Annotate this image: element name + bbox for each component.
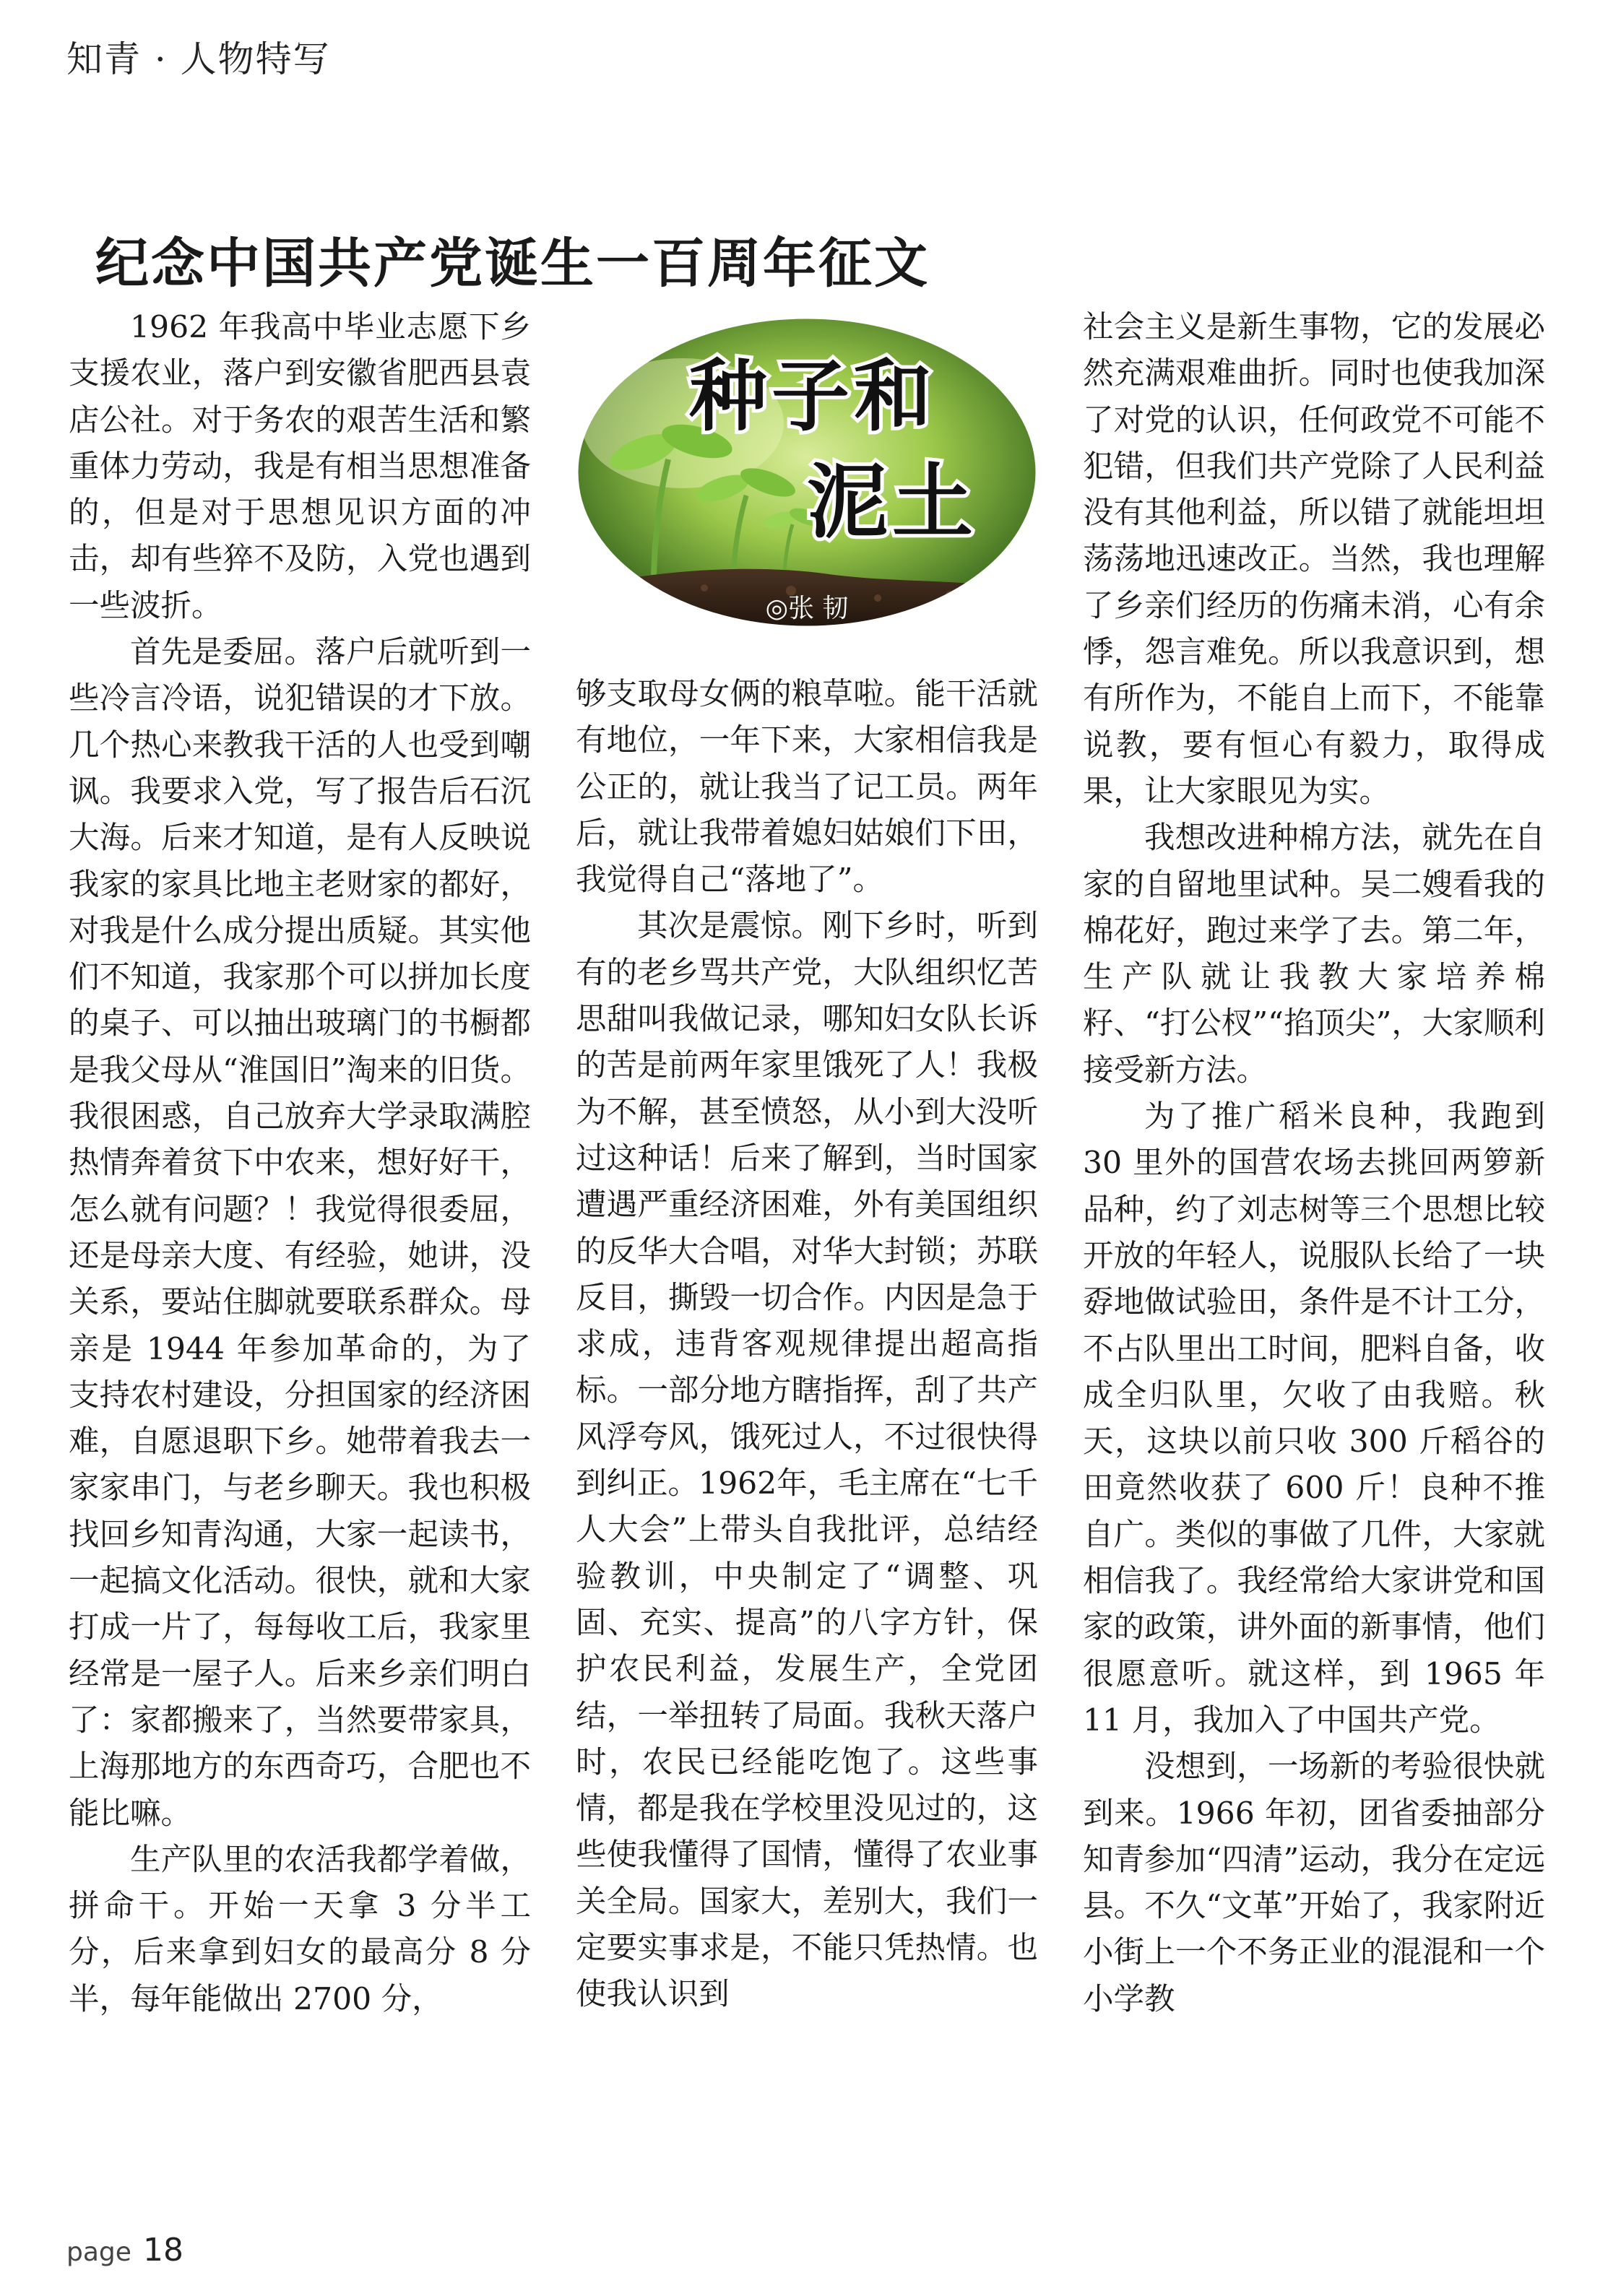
paragraph: 1962 年我高中毕业志愿下乡支援农业，落户到安徽省肥西县袁店公社。对于务农的艰苦生活和繁重体力劳动，我是有相当思想准备的，但是对于思想见识方面的冲击，却有些猝不及防，入党也遇到一些波折。 [69, 310, 531, 624]
page-label: page [66, 2237, 131, 2267]
article-title: 纪念中国共产党诞生一百周年征文 [95, 233, 930, 295]
page-number: 18 [143, 2232, 183, 2269]
paragraph: 没想到，一场新的考验很快就到来。1966 年初，团省委抽部分知青参加“四清”运动，我分在定远县。不久“文革”开始了，我家附近小街上一个不务正业的混混和一个小学教 [1083, 1749, 1545, 2017]
paragraph: 社会主义是新生事物，它的发展必然充满艰难曲折。同时也使我加深了对党的认识，任何政党不可能不犯错，但我们共产党除了人民利益没有其他利益，所以错了就能坦坦荡荡地迅速改正。当然，我也理解了乡亲们经历的伤痛未消，心有余悸，怨言难免。所以我意识到，想有所作为，不能自上而下，不能靠说教，要有恒心有毅力，取得成果，让大家眼见为实。 [1083, 310, 1545, 810]
article-column-2 [576, 672, 1038, 2019]
paragraph: 为了推广稻米良种，我跑到 30 里外的国营农场去挑回两箩新品种，约了刘志树等三个思想比较开放的年轻人，说服队长给了一块孬地做试验田，条件是不计工分，不占队里出工时间，肥料自备，收成全归队里，欠收了由我赔。秋天，这块以前只收 300 斤稻谷的田竟然收获了 600 斤！良种不推自广。类似的事做了几件，大家就相信我了。我经常给大家讲党和国家的政策，讲外面的新事情，他们很愿意听。就这样，到 1965 年 11 月，我加入了中国共产党。 [1083, 1099, 1545, 1738]
illustration-heading-line2: 泥土 [807, 455, 977, 550]
paragraph: 生产队里的农活我都学着做，拼命干。开始一天拿 3 分半工分，后来拿到妇女的最高分 8 分半，每年能做出 2700 分， [69, 1842, 531, 2017]
article-column-1 [69, 305, 531, 2023]
author-byline: ◎张 韧 [765, 594, 849, 623]
section-header: 知青 · 人物特写 [66, 38, 331, 80]
paragraph: 够支取母女俩的粮草啦。能干活就有地位，一年下来，大家相信我是公正的，就让我当了记工员。两年后，就让我带着媳妇姑娘们下田，我觉得自己“落地了”。 [576, 677, 1038, 898]
paragraph: 首先是委屈。落户后就听到一些冷言冷语，说犯错误的才下放。几个热心来教我干活的人也受到嘲讽。我要求入党，写了报告后石沉大海。后来才知道，是有人反映说我家的家具比地主老财家的都好，对我是什么成分提出质疑。其实他们不知道，我家那个可以拼加长度的桌子、可以抽出玻璃门的书橱都是我父母从“淮国旧”淘来的旧货。我很困惑，自己放弃大学录取满腔热情奔着贫下中农来，想好好干，怎么就有问题？！我觉得很委屈，还是母亲大度、有经验，她讲，没关系，要站住脚就要联系群众。母亲是 1944 年参加革命的，为了支持农村建设，分担国家的经济困难，自愿退职下乡。她带着我去一家家串门，与老乡聊天。我也积极找回乡知青沟通，大家一起读书，一起搞文化活动。很快，就和大家打成一片了，每每收工后，我家里经常是一屋子人。后来乡亲们明白了：家都搬来了，当然要带家具，上海那地方的东西奇巧，合肥也不能比嘛。 [69, 635, 531, 1832]
title-illustration [574, 315, 1039, 630]
paragraph: 其次是震惊。刚下乡时，听到有的老乡骂共产党，大队组织忆苦思甜叫我做记录，哪知妇女队长诉的苦是前两年家里饿死了人！我极为不解，甚至愤怒，从小到大没听过这种话！后来了解到，当时国家遭遇严重经济困难，外有美国组织的反华大合唱，对华大封锁；苏联反目，撕毁一切合作。内因是急于求成，违背客观规律提出超高指标。一部分地方瞎指挥，刮了共产风浮夸风，饿死过人，不过很快得到纠正。1962年，毛主席在“七千人大会”上带头自我批评，总结经验教训，中央制定了“调整、巩固、充实、提高”的八字方针，保护农民利益，发展生产，全党团结，一举扭转了局面。我秋天落户时，农民已经能吃饱了。这些事情，都是我在学校里没见过的，这些使我懂得了国情，懂得了农业事关全局。国家大，差别大，我们一定要实事求是，不能只凭热情。也使我认识到 [576, 909, 1038, 2013]
paragraph: 我想改进种棉方法，就先在自家的自留地里试种。吴二嫂看我的棉花好，跑过来学了去。第二年，生产队就让我教大家培养棉籽、“打公杈”“掐顶尖”，大家顺利接受新方法。 [1083, 820, 1545, 1088]
illustration-heading-line1: 种子和 [688, 351, 937, 442]
article-column-3 [1083, 305, 1545, 2023]
